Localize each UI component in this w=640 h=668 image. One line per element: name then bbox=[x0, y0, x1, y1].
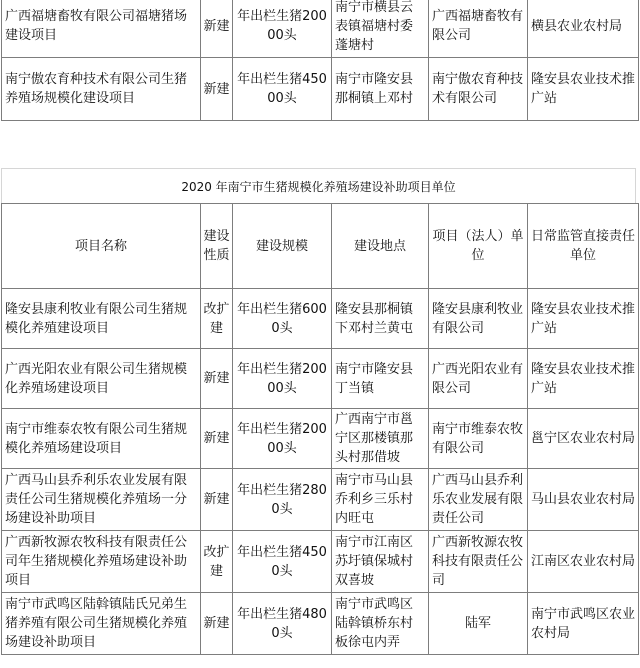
supervisor-cell: 南宁市武鸣区农业农村局 bbox=[528, 593, 639, 655]
table-row bbox=[2, 469, 639, 531]
nature-cell: 改扩建 bbox=[201, 531, 233, 593]
table-row bbox=[2, 289, 639, 349]
supervisor-cell: 横县农业农村局 bbox=[528, 0, 639, 58]
table-header-row bbox=[2, 204, 639, 289]
previous-page-table bbox=[1, 0, 639, 121]
table-row bbox=[2, 593, 639, 655]
table-title: 2020 年南宁市生猪规模化养殖场建设补助项目单位 bbox=[1, 168, 636, 204]
scale-cell: 年出栏生猪4800头 bbox=[233, 593, 332, 655]
scale-cell: 年出栏生猪20000头 bbox=[233, 349, 332, 409]
header-location: 建设地点 bbox=[332, 204, 429, 289]
nature-cell: 新建 bbox=[201, 0, 233, 58]
header-supervisor: 日常监管直接责任单位 bbox=[528, 204, 639, 289]
location-cell: 南宁市江南区苏圩镇保城村双喜坡 bbox=[332, 531, 429, 593]
unit-cell: 隆安县康利牧业有限公司 bbox=[429, 289, 528, 349]
location-cell: 南宁市横县云表镇福塘村委蓬塘村 bbox=[332, 0, 429, 58]
supervisor-cell: 邕宁区农业农村局 bbox=[528, 409, 639, 469]
location-cell: 南宁市武鸣区陆斡镇桥东村板徐屯内弄 bbox=[332, 593, 429, 655]
nature-cell: 新建 bbox=[201, 409, 233, 469]
location-cell: 南宁市隆安县那桐镇上邓村 bbox=[332, 58, 429, 121]
nature-cell: 新建 bbox=[201, 58, 233, 121]
header-nature: 建设性质 bbox=[201, 204, 233, 289]
nature-cell: 改扩建 bbox=[201, 289, 233, 349]
supervisor-cell: 隆安县农业技术推广站 bbox=[528, 58, 639, 121]
project-name-cell: 广西光阳农业有限公司生猪规模化养殖场建设项目 bbox=[2, 349, 201, 409]
nature-cell: 新建 bbox=[201, 469, 233, 531]
project-name-cell: 广西福塘畜牧有限公司福塘猪场建设项目 bbox=[2, 0, 201, 58]
scale-cell: 年出栏生猪20000头 bbox=[233, 409, 332, 469]
project-name-cell: 南宁傲农育种技术有限公司生猪养殖场规模化建设项目 bbox=[2, 58, 201, 121]
scale-cell: 年出栏生猪2800头 bbox=[233, 469, 332, 531]
supervisor-cell: 隆安县农业技术推广站 bbox=[528, 289, 639, 349]
project-name-cell: 隆安县康利牧业有限公司生猪规模化养殖建设项目 bbox=[2, 289, 201, 349]
scale-cell: 年出栏生猪6000头 bbox=[233, 289, 332, 349]
supervisor-cell: 江南区农业农村局 bbox=[528, 531, 639, 593]
project-name-cell: 广西马山县乔利乐农业发展有限责任公司生猪规模化养殖场一分场建设补助项目 bbox=[2, 469, 201, 531]
table-row bbox=[2, 349, 639, 409]
table-row bbox=[2, 409, 639, 469]
nature-cell: 新建 bbox=[201, 593, 233, 655]
unit-cell: 广西福塘畜牧有限公司 bbox=[429, 0, 528, 58]
supervisor-cell: 马山县农业农村局 bbox=[528, 469, 639, 531]
scale-cell: 年出栏生猪4500头 bbox=[233, 531, 332, 593]
table-row bbox=[2, 58, 639, 121]
location-cell: 南宁市马山县乔利乡三乐村内旺屯 bbox=[332, 469, 429, 531]
project-name-cell: 南宁市武鸣区陆斡镇陆氏兄弟生猪养殖有限公司生猪规模化养殖场建设补助项目 bbox=[2, 593, 201, 655]
scale-cell: 年出栏生猪45000头 bbox=[233, 58, 332, 121]
subsidy-projects-table bbox=[1, 203, 639, 655]
table-row bbox=[2, 0, 639, 58]
header-unit: 项目（法人）单位 bbox=[429, 204, 528, 289]
unit-cell: 陆军 bbox=[429, 593, 528, 655]
header-project-name: 项目名称 bbox=[2, 204, 201, 289]
project-name-cell: 南宁市维泰农牧有限公司生猪规模化养殖场建设项目 bbox=[2, 409, 201, 469]
unit-cell: 南宁傲农育种技术有限公司 bbox=[429, 58, 528, 121]
unit-cell: 广西光阳农业有限公司 bbox=[429, 349, 528, 409]
location-cell: 南宁市隆安县丁当镇 bbox=[332, 349, 429, 409]
table-row bbox=[2, 531, 639, 593]
scale-cell: 年出栏生猪20000头 bbox=[233, 0, 332, 58]
supervisor-cell: 隆安县农业技术推广站 bbox=[528, 349, 639, 409]
location-cell: 广西南宁市邕宁区那楼镇那头村那借坡 bbox=[332, 409, 429, 469]
unit-cell: 南宁市维泰农牧有限公司 bbox=[429, 409, 528, 469]
nature-cell: 新建 bbox=[201, 349, 233, 409]
project-name-cell: 广西新牧源农牧科技有限责任公司年生猪规模化养殖场建设补助项目 bbox=[2, 531, 201, 593]
unit-cell: 广西新牧源农牧科技有限责任公司 bbox=[429, 531, 528, 593]
unit-cell: 广西马山县乔利乐农业发展有限责任公司 bbox=[429, 469, 528, 531]
location-cell: 隆安县那桐镇下邓村兰黄屯 bbox=[332, 289, 429, 349]
header-scale: 建设规模 bbox=[233, 204, 332, 289]
